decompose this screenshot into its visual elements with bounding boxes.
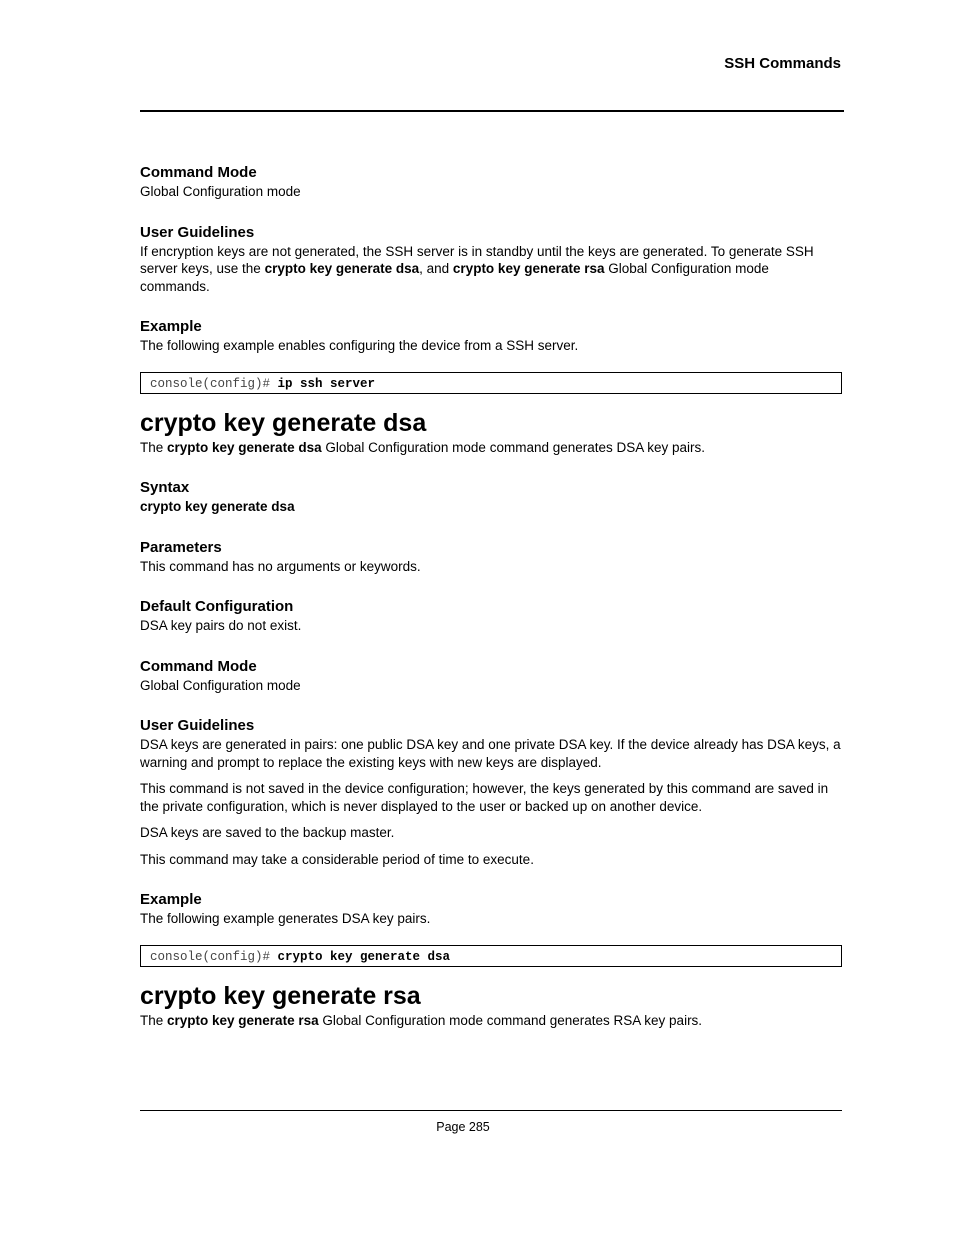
guideline-paragraph: This command is not saved in the device configuration; however, the keys generated by this command are saved in the private configuration, which is never displayed to the user or backed up on another device. (140, 781, 829, 814)
user-guidelines-text: If encryption keys are not generated, the SSH server is in standby until the keys are generated. To generate SSH server keys, use the crypto key generate dsa, and crypto key generate rsa Global Configuration mode commands. (140, 243, 814, 294)
code-command: crypto key generate dsa (277, 949, 451, 964)
guideline-paragraph: This command may take a considerable period of time to execute. (140, 851, 534, 867)
dsa-intro-text: The crypto key generate dsa Global Configuration mode command generates DSA key pairs. (140, 439, 706, 455)
inline-command-rsa: crypto key generate rsa (452, 261, 605, 276)
code-prompt: console(config)# (150, 949, 278, 964)
section-title-dsa: crypto key generate dsa (140, 408, 427, 437)
rsa-intro-text: The crypto key generate rsa Global Configuration mode command generates RSA key pairs. (140, 1012, 703, 1028)
page-number: Page 285 (436, 1120, 490, 1134)
example-heading: Example (140, 318, 202, 335)
command-mode-heading: Command Mode (140, 164, 257, 181)
dsa-example-heading: Example (140, 891, 202, 908)
command-mode-text: Global Configuration mode (140, 184, 301, 199)
syntax-text: crypto key generate dsa (140, 499, 295, 514)
default-config-heading: Default Configuration (140, 598, 294, 615)
dsa-user-guidelines-heading: User Guidelines (140, 717, 255, 734)
code-example-dsa (140, 945, 842, 967)
footer-divider (140, 1110, 842, 1111)
default-config-text: DSA key pairs do not exist. (140, 618, 302, 633)
parameters-text: This command has no arguments or keywords. (140, 558, 421, 574)
code-example-ip-ssh (140, 372, 842, 394)
running-header: SSH Commands (724, 55, 841, 72)
parameters-heading: Parameters (140, 538, 222, 556)
page-content (140, 163, 842, 1029)
section-title-rsa: crypto key generate rsa (140, 981, 421, 1010)
syntax-heading: Syntax (140, 479, 190, 496)
dsa-example-text: The following example generates DSA key pairs. (140, 911, 431, 926)
dsa-command-mode-text: Global Configuration mode (140, 677, 301, 693)
header-divider (140, 110, 844, 112)
inline-command-dsa: crypto key generate dsa (264, 261, 420, 276)
user-guidelines-heading: User Guidelines (140, 223, 255, 241)
code-prompt: console(config)# (150, 376, 278, 391)
dsa-command-mode-heading: Command Mode (140, 657, 257, 675)
guideline-paragraph: DSA keys are saved to the backup master. (140, 825, 395, 840)
code-command: ip ssh server (277, 376, 376, 391)
example-text: The following example enables configuring the device from a SSH server. (140, 338, 579, 353)
guideline-paragraph: DSA keys are generated in pairs: one public DSA key and one private DSA key. If the device already has DSA keys, a warning and prompt to replace the existing keys with new keys are displayed. (140, 737, 841, 770)
